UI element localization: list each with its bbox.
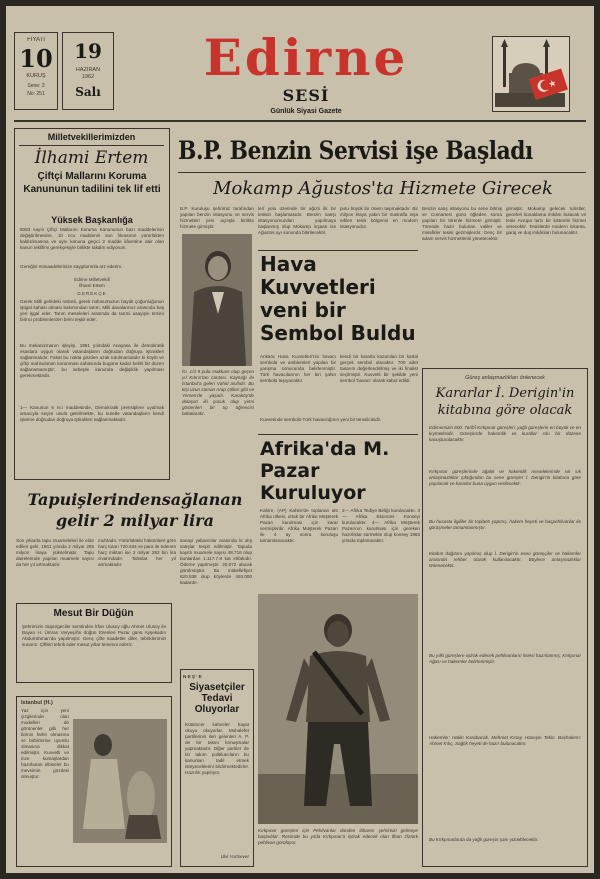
milletvekilleri-headline: Çiftçi Mallarını Koruma Kanununun tadilini tek lif etti: [23, 171, 161, 195]
hava-headline: Hava Kuvvetleri veni bir Sembol Buldu: [260, 252, 416, 345]
date-day: 19: [74, 39, 102, 63]
issue-year: Sene: 2: [27, 83, 45, 89]
milletvekilleri-body5: 1— Kanunun 6 ncı maddesinde, Demokratik prensiplere uyulmak amacıyla seçim usulü getirilmekte, bu suretle vatandaşların kendi işlerine doğrudan doğruya iştirakleri sağlanmaktadır.: [20, 405, 164, 422]
milletvekilleri-header-rule: [19, 145, 164, 146]
bp-rule: [178, 172, 586, 173]
siyasetciler-article: [180, 669, 254, 867]
date-month: HAZİRAN: [75, 67, 101, 73]
dugun-body: Şehrimizin Süpürgeciler semtinden İrfan Ulusoy oğlu Ahmet Ulusoy ile Bayan H. Ümran Veryeşil'in düğün törenleri Pazar günü Ayşekadın Abdurrahman'da yapılmıştır. Genç çifte saadetler diler, tebriklerimizi sunarız. Çiftleri tebrik eder mesut yıllar temenni ederiz.: [22, 624, 166, 647]
derigin-headline: Kararlar İ. Derigin'in kitabına göre olacak: [435, 386, 575, 418]
price-label: FİYATI: [27, 37, 45, 43]
afrika-col2: 2— Afrika Tediye Birliği kurulacaktır. 3— Afrika Ekonomi Konseyi kurulacaktır. 4— Afrika Müşterek Pazarının kurulması için gereken hazırlıklar sürmekte olup konsey 1963 yılında toplanacaktır.: [342, 508, 420, 543]
dugun-header: Mesut Bir Düğün: [53, 608, 134, 619]
wrestler-photo-caption: Kırkpınar güreşleri için Pehlivanlar dünden itibaren şehrimizi gelmeye başladılar. Resimde bu yılda Kırkpınar'a iştirak edecek olan İlhan Öztürk pehlivan görülüyor.: [258, 828, 418, 845]
tapu-col1: Son yıllarda tapu muameleleri ile elde edilen gelir, 1961 yılında 2 milyar 255 milyon liraya yükselmiştir. Tapu dairelerinde yapılan muamele sayısı da her yıl artmaktadır.: [16, 538, 94, 567]
milletvekilleri-author: İlhami Ertem: [34, 148, 149, 168]
istanbul-body: Yaz için yeni çizgilerinde olan modelleri de görünenler gibi her birinin farklı olmasına ve birbirlerine uyumlu olmasına dikkat edilmiştir. Kuvvetli ve ince kumaşlardan hazırlanan elbiseler bu mevsimin gözdesi olmuştur.: [21, 708, 69, 779]
man-figure: [182, 234, 252, 366]
derigin-kicker: Güreş anlaşmazlıkları önlenecek: [465, 375, 545, 381]
newspaper-name: Edirne: [203, 28, 409, 87]
istanbul-article: [16, 696, 172, 867]
milletvekilleri-body2: Gereğini müsaadelerinize saygılarımla arz ederim.: [20, 264, 123, 269]
fashion-photo: [73, 719, 167, 843]
hava-col3: Kuvvetinde sembolü Türk havacılığının yeni bir temsilcisidir.: [260, 417, 382, 422]
milletvekilleri-article: [14, 128, 170, 480]
wrestler-photo: [258, 594, 418, 824]
milletvekilleri-gerekce: GEREKÇE: [77, 291, 107, 296]
milletvekilleri-body4: Bu mekanizmanın işleyişi, 1961 yılındaki Anayasa ile demokratik esaslara uygun olarak vatandaşların doğrudan doğruya iştirakleri sağlanmalıdır. Fakat bu nokta gözden uzak tutulmamalıdır ki köylü ve çiftçi mahsulünün korunması sahasında bugüne kadar belirli bir düzen sağlanamamıştır; bu sebeple kanunda değişiklik yapılması gerekmektedir.: [20, 343, 164, 378]
fashion-figure: [73, 719, 167, 843]
bp-col2: lerî yolu üzerinde bir ağızlı ilk bir tesisin başlamasıdır. Benzin satışı istasyonumuzdan yapılmaya başlanmış olup Mokamp inşaatı ise Ağustos ayı sonunda bitirilecektir.: [258, 206, 336, 235]
hava-col1: Ankara Hava Kuvvetleri'nin havacı sembolü ve amblemleri yapılan bir yarışma sonucunda belirlenmiştir. Türk havacılarının her biri şahin sembolü taşıyacaktır.: [260, 354, 336, 383]
dugun-article: [16, 603, 172, 683]
date-box: [62, 32, 114, 110]
derigin-body1: Edirnemizin 600. Tarihî Kırkpınar güreşleri, yağlı güreşlerin en büyük ve en kıymetlisidir. Güreşlerde hakemlik ve kurallar sıkı bir düzene kavuşturulacaktır.: [429, 425, 581, 442]
derigin-body6: Hakemler: Hakkı Karabacak, Mehmet Kınay, Hüseyin Tekin. Başhakem: Ahmet Kılıç. Sağlık heyeti de hazır bulunacaktır.: [429, 735, 581, 746]
milletvekilleri-header: Milletvekillerimizden: [47, 132, 136, 142]
tapu-col3: sanayi yabancılar arasında ki alış satışlar tespit edilmiştir. Tapuda kayıtlı muamele sayısı 48.716 olup bunlardan 1.117.7.8 kat irtifakıdır. Ödeme yapılmıştır. 20.672 alacak görülmüştür. Bu mükellefiyet 620.538 olup köylerde 484.000 kadardır.: [180, 538, 252, 585]
newspaper-tagline: Günlük Siyasi Gazete: [270, 108, 342, 115]
bp-headline: B.P. Benzin Servisi işe Başladı: [178, 136, 533, 165]
istanbul-header: İstanbul (H.): [21, 700, 53, 706]
mosque-flag-logo: [492, 36, 570, 112]
tapu-col2: muhtadır. Yürürlükteki hükümlere göre harç tutarı 720.634 ve para ile ödenen harç miktarı ise 2 milyar 292 bin lira civarındadır. Tahsilat her yıl artmaktadır.: [98, 538, 176, 567]
afrika-headline: Afrika'da M. Pazar Kuruluyor: [260, 438, 390, 504]
mosque-flag-graphic: [493, 37, 569, 111]
derigin-article: [422, 368, 588, 867]
bp-col3: putu büyük bir önem taşımaktadır. Bir milyon liraya yakın bir masrafla inşa edilen tesis bölgenin en modern istasyonudur.: [340, 206, 418, 229]
derigin-body5: Bu yılki güreşlere iştirak edecek pehlivanların listesi hazırlanmış, Kırkpınar Ağası ve hakemler belirlenmiştir.: [429, 653, 581, 664]
man-photo-caption: İsi. 1/4 9 pula makkam olup geçen yıl Kıbrıs'tan cantası. Kaynağı ile İstanbul'a gelen Vahid asıllıdır. Bu kişi uzun zaman Arap çölleri gibi ve Yemen'de yaşadı. Karaköy'de dolaşan iki çocuk olup yirmi gösterilen bir tıp öğrencisi babalarıdır.: [182, 369, 254, 416]
siyasetciler-headline: Siyasetçiler Tedavi Oluyorlar: [189, 682, 245, 715]
siyasetciler-signature: Ulvi Yurtsever: [220, 854, 249, 859]
afrika-col1: Kahire, (AP) Kahire'de toplanan altı Afrika ülkesi, ortak bir Afrika Müşterek Pazarı kurulması için karar vermişlerdir. Afrika Müşterek Pazarı ile 4 ay sonra kuruluşu tamamlanacaktır.: [260, 508, 338, 543]
milletvekilleri-signature1: Edirne Milletvekili: [74, 277, 110, 282]
bp-col1: B.P. Kuruluşu şehrimiz tarafından yapılan benzin istasyonu ve servis hizmetleri yeni açılışla birlikte hizmete girmiştir.: [180, 206, 254, 229]
hava-rule-top: [258, 250, 418, 251]
tapu-headline1: Tapuişlerindensağlanan: [27, 490, 243, 509]
milletvekilleri-subhead: Yüksek Başkanlığa: [51, 215, 133, 225]
price-unit: KURUŞ: [26, 73, 46, 79]
derigin-body2: Kırkpınar güreşlerinde ağalık ve hakemlik meselelerinde sık sık anlaşmazlıklar çıktığından bu sene güreşler İ. Derigin'in kitabına göre yapılacak ve kararlar buna uygun verilecektir.: [429, 469, 581, 486]
newspaper-name-sub: SESİ: [282, 86, 330, 105]
tapu-headline2: gelir 2 milyar lira: [56, 511, 214, 530]
price-box: [14, 32, 58, 110]
wrestler-figure: [258, 594, 418, 824]
siyasetciler-kicker: N E Ş ' E: [183, 674, 202, 679]
hava-col2: kendi bir kararla kazanılan bir kartal gerçek sembol olacaktır. 700 adet tasarım değerlendirilmiş ve iki finalist seçilmiştir. Kuvvetli bir şekilde yeni sembol 'havacı' olarak kabul edildi.: [340, 354, 418, 383]
milletvekilleri-body3: Gerek Milli gelirdeki nisbeti, gerek nüfusumuzun büyük çoğunluğunun iştigal sahası olması bakımından tarım, Milli davalarımız arasında baş yeri işgal eder. Tarım meseleleri arasında da tarımi asayişin temini birinci problemlerden birini teşkil eder.: [20, 299, 164, 322]
date-weekday: Salı: [75, 85, 101, 99]
bp-col4: Benzin satış istasyonu bu sene bitmiş ve Cumartesi günü öğleden sonra yapılan bir törenle hizmete girmiştir. Törende hazır bulunan valiler ve misafirler tesisi gezmişlerdir. Genç bir adam servis hizmetlerini yönetecektir.: [422, 206, 502, 241]
masthead-rule: [14, 120, 586, 122]
siyasetciler-body: Kütümcer kahveler hayat okuyu okuyorlar. Muhalefet partilerinin ileri gelenleri A. P. de bir takım konuşmalar yapmaktadır. Diğer partiler de bir takım politikacıların bu kanunları tadil etmek isteyeceklerini bildirmektedirler. Hazırlık yapılıyor.: [185, 722, 249, 775]
price-value: 10: [19, 44, 53, 73]
date-year: 1962: [81, 74, 95, 80]
milletvekilleri-signature2: İlhami Ertem: [79, 283, 105, 288]
issue-number: No: 251: [27, 91, 45, 97]
derigin-body3: Bu hususta ilgililer bir toplantı yapmış, hakem heyeti ve başpehlivanlar ile görüşmeler tamamlanmıştır.: [429, 519, 581, 530]
bp-col5: girmiştir. Mokamp gelecek turistler, geceleri konaklama imkânı bulacak ve tesis Avrupa tarzı bir sistemle hizmet verecektir. Tesislerde modern lokanta, garaj ve duş imkânları bulunacaktır.: [506, 206, 586, 235]
newspaper-page: [6, 6, 594, 873]
derigin-body7: Bu Kırkpınarlarda da yağlı güreşin şanı yüceltilecektir.: [429, 837, 539, 842]
bp-subhead: Mokamp Ağustos'ta Hizmete Girecek: [213, 178, 553, 199]
derigin-body4: Kitabın dağıtımı yapılmış olup İ. Derigin'in eseri güreşçiler ve hakemler arasında rehber olarak kullanılacaktır. Böylece anlaşmazlıklar önlenecektir.: [429, 551, 581, 568]
man-photo: [182, 234, 252, 366]
milletvekilleri-body1: 6083 sayılı Çiftçi Mallarını Koruma Kanununun bazı maddelerinin değiştirilmesine, 10 ncu maddenin son fıkrasının yürürlükten kaldırılmasına ve aynı kanuna geçici 2 madde ilâvesine dair olan kanun teklifimi gerekçesiyle birlikte takdim ediyorum.: [20, 227, 164, 250]
afrika-rule-top: [258, 434, 418, 435]
